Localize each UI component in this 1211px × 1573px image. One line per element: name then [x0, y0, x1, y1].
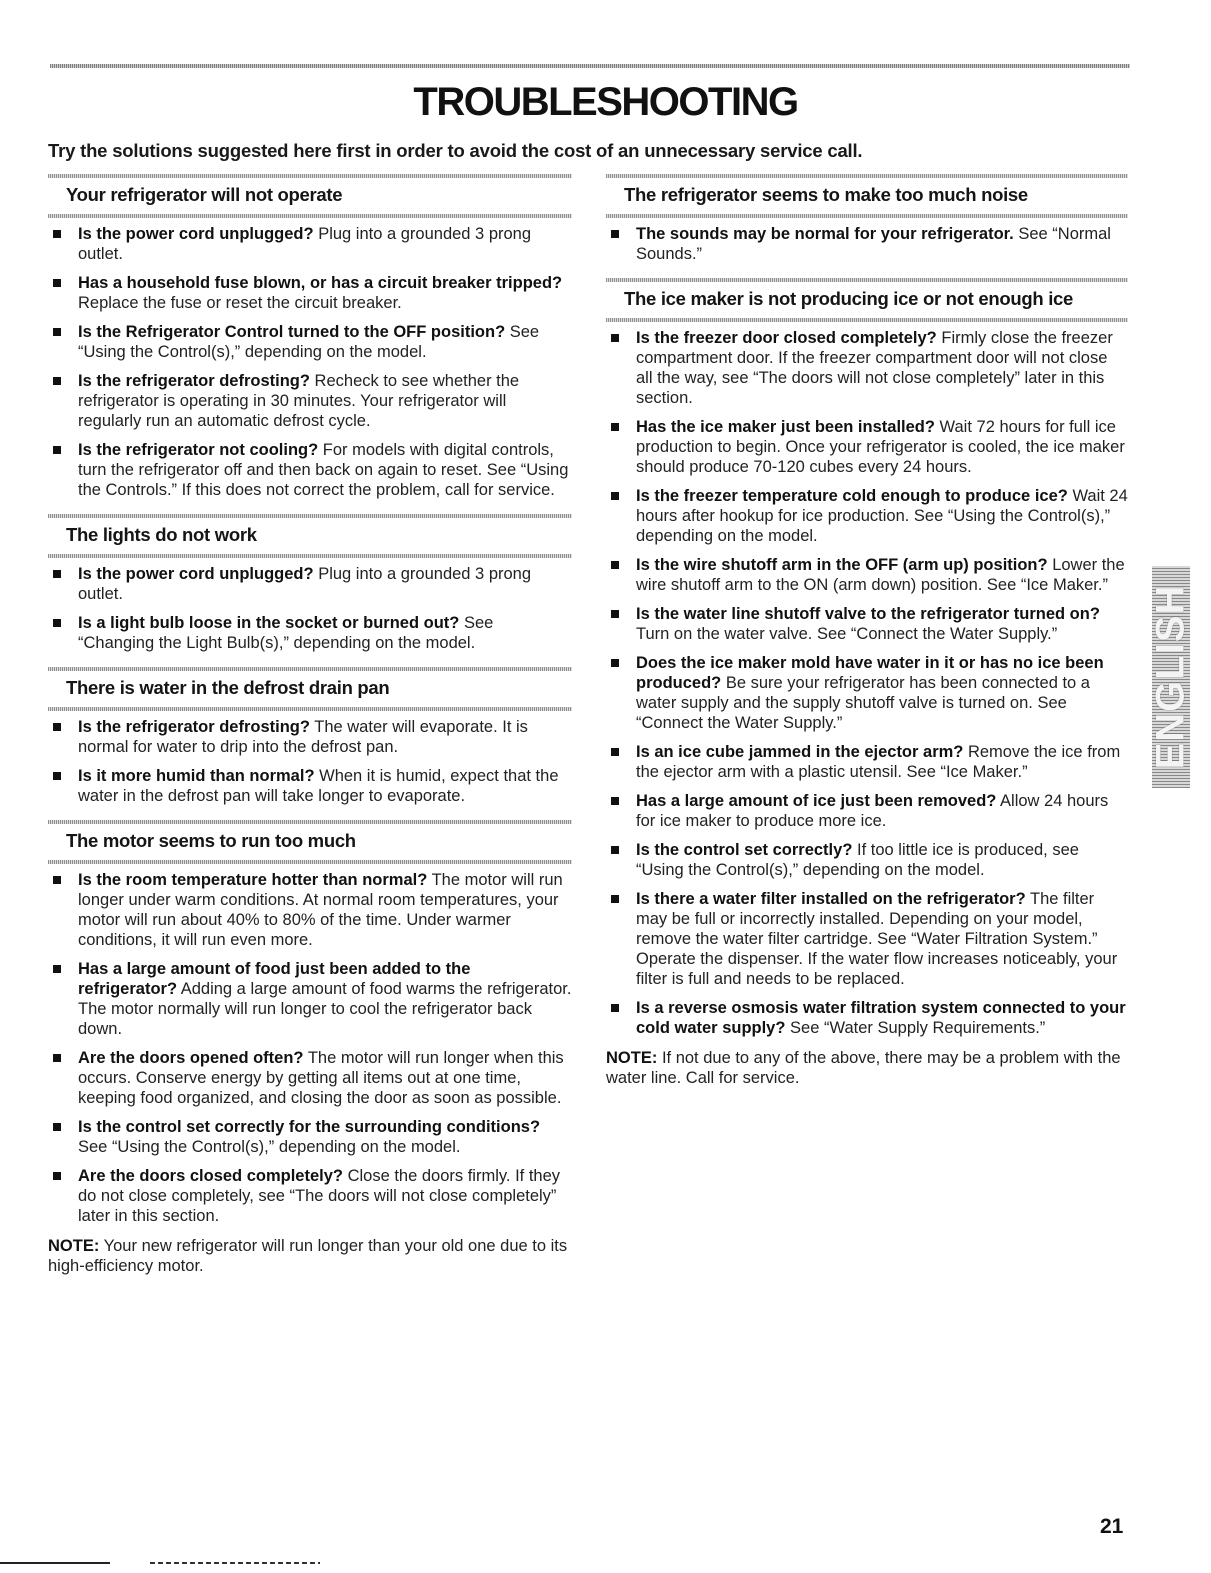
- section-header: [48, 510, 572, 564]
- section-rule-top: [606, 278, 1128, 282]
- question-text: Does the ice maker mold have water in it or has no ice been produced?: [636, 654, 1104, 692]
- section-heading: The lights do not work: [66, 524, 257, 545]
- question-text: Is a reverse osmosis water filtration system connected to your cold water supply?: [636, 999, 1126, 1037]
- square-bullet-icon: [611, 797, 619, 805]
- question-item: [606, 889, 1128, 989]
- question-item: [606, 604, 1128, 644]
- section-header: [606, 170, 1128, 224]
- question-text: Is an ice cube jammed in the ejector arm?: [636, 743, 964, 761]
- answer-text: Firmly close the freezer compartment door. If the freezer compartment door will not close all the way, see “The doors will not close completely” later in this section.: [636, 329, 1113, 407]
- answer-text: Lower the wire shutoff arm to the ON (arm down) position. See “Ice Maker.”: [636, 556, 1125, 594]
- answer-text: See “Changing the Light Bulb(s),” depending on the model.: [78, 614, 494, 652]
- question-text: Are the doors closed completely?: [78, 1167, 343, 1185]
- question-text: Is it more humid than normal?: [78, 767, 315, 785]
- question-item: [606, 417, 1128, 477]
- question-item: [48, 613, 572, 653]
- note-text: Your new refrigerator will run longer than your old one due to its high-efficiency motor.: [48, 1237, 568, 1275]
- question-item: [48, 273, 572, 313]
- question-list: [48, 224, 572, 500]
- note-text: If not due to any of the above, there may be a problem with the water line. Call for service.: [606, 1049, 1121, 1087]
- question-text: Has the ice maker just been installed?: [636, 418, 935, 436]
- question-text: Are the doors opened often?: [78, 1049, 304, 1067]
- question-text: Has a large amount of food just been added to the refrigerator?: [78, 960, 471, 998]
- square-bullet-icon: [53, 279, 61, 287]
- language-side-tab: [1148, 566, 1193, 788]
- square-bullet-icon: [611, 492, 619, 500]
- question-item: [48, 1048, 572, 1108]
- section-rule-top: [606, 174, 1128, 178]
- question-text: Has a household fuse blown, or has a circuit breaker tripped?: [78, 274, 563, 292]
- answer-text: Plug into a grounded 3 prong outlet.: [78, 225, 532, 263]
- square-bullet-icon: [53, 1172, 61, 1180]
- square-bullet-icon: [53, 570, 61, 578]
- square-bullet-icon: [53, 230, 61, 238]
- square-bullet-icon: [611, 1004, 619, 1012]
- question-item: [606, 998, 1128, 1038]
- right-column: [606, 170, 1128, 1088]
- square-bullet-icon: [611, 230, 619, 238]
- question-list: [48, 717, 572, 806]
- answer-text: See “Using the Control(s),” depending on the model.: [78, 1138, 461, 1156]
- section-heading: Your refrigerator will not operate: [66, 184, 343, 205]
- question-item: [48, 717, 572, 757]
- section-rule-top: [48, 820, 572, 824]
- note-label: NOTE:: [48, 1237, 100, 1255]
- square-bullet-icon: [53, 723, 61, 731]
- section-heading: The motor seems to run too much: [66, 830, 356, 851]
- question-text: Is the freezer door closed completely?: [636, 329, 937, 347]
- answer-text: The water will evaporate. It is normal for water to drip into the defrost pan.: [78, 718, 528, 756]
- square-bullet-icon: [611, 334, 619, 342]
- question-item: [48, 870, 572, 950]
- answer-text: If too little ice is produced, see “Using the Control(s),” depending on the model.: [636, 841, 1079, 879]
- square-bullet-icon: [53, 446, 61, 454]
- question-item: [606, 742, 1128, 782]
- answer-text: For models with digital controls, turn the refrigerator off and then back on again to reset. See “Using the Controls.” If this does not correct the problem, call for service.: [78, 441, 569, 499]
- question-item: [606, 224, 1128, 264]
- question-text: Is the wire shutoff arm in the OFF (arm up) position?: [636, 556, 1048, 574]
- question-item: [48, 959, 572, 1039]
- section-header: [48, 816, 572, 870]
- question-item: [48, 1166, 572, 1226]
- troubleshooting-section: [606, 274, 1128, 1038]
- question-item: [48, 564, 572, 604]
- answer-text: The motor will run longer when this occurs. Conserve energy by getting all items out at one time, keeping food organized, and closing the door as soon as possible.: [78, 1049, 564, 1107]
- section-rule-top: [48, 667, 572, 671]
- question-list: [606, 328, 1128, 1038]
- troubleshooting-section: [48, 816, 572, 1226]
- answer-text: Turn on the water valve. See “Connect the Water Supply.”: [636, 625, 1058, 643]
- answer-text: Wait 24 hours after hookup for ice production. See “Using the Control(s),” depending on the model.: [636, 487, 1128, 545]
- intro-text: Try the solutions suggested here first in order to avoid the cost of an unnecessary service call.: [48, 140, 863, 161]
- question-text: Has a large amount of ice just been removed?: [636, 792, 997, 810]
- question-text: Is the water line shutoff valve to the refrigerator turned on?: [636, 605, 1100, 623]
- section-rule-bottom: [48, 860, 572, 864]
- question-text: Is there a water filter installed on the refrigerator?: [636, 890, 1026, 908]
- question-item: [606, 486, 1128, 546]
- square-bullet-icon: [53, 619, 61, 627]
- section-heading: The refrigerator seems to make too much noise: [624, 184, 1028, 205]
- square-bullet-icon: [611, 561, 619, 569]
- question-text: Is the freezer temperature cold enough to produce ice?: [636, 487, 1068, 505]
- question-item: [606, 840, 1128, 880]
- note-paragraph: [606, 1048, 1128, 1088]
- answer-text: See “Using the Control(s),” depending on the model.: [78, 323, 540, 361]
- question-list: [606, 224, 1128, 264]
- answer-text: See “Normal Sounds.”: [636, 225, 1111, 263]
- question-text: Is the refrigerator not cooling?: [78, 441, 319, 459]
- troubleshooting-section: [48, 170, 572, 500]
- question-text: Is the power cord unplugged?: [78, 565, 314, 583]
- section-rule-bottom: [606, 214, 1128, 218]
- question-item: [48, 766, 572, 806]
- side-tab-label: ENGLISH: [1148, 584, 1193, 770]
- section-rule-bottom: [48, 707, 572, 711]
- section-heading: The ice maker is not producing ice or not enough ice: [624, 288, 1074, 309]
- answer-text: Be sure your refrigerator has been connected to a water supply and the supply shutoff valve is turned on. See “Connect the Water Supply.”: [636, 674, 1090, 732]
- left-column: [48, 170, 572, 1276]
- question-text: Is the Refrigerator Control turned to the OFF position?: [78, 323, 506, 341]
- section-rule-bottom: [48, 214, 572, 218]
- question-item: [606, 555, 1128, 595]
- answer-text: Remove the ice from the ejector arm with a plastic utensil. See “Ice Maker.”: [636, 743, 1121, 781]
- question-item: [606, 791, 1128, 831]
- square-bullet-icon: [611, 846, 619, 854]
- square-bullet-icon: [611, 423, 619, 431]
- section-rule-top: [48, 174, 572, 178]
- troubleshooting-section: [48, 510, 572, 653]
- question-text: Is the power cord unplugged?: [78, 225, 314, 243]
- square-bullet-icon: [611, 659, 619, 667]
- note-label: NOTE:: [606, 1049, 658, 1067]
- square-bullet-icon: [53, 377, 61, 385]
- answer-text: Close the doors firmly. If they do not close completely, see “The doors will not close completely” later in this section.: [78, 1167, 561, 1225]
- answer-text: The motor will run longer under warm conditions. At normal room temperatures, your motor will run about 40% to 80% of the time. Under warmer conditions, it will run even more.: [78, 871, 563, 949]
- bottom-rule: [0, 1562, 110, 1564]
- question-item: [48, 440, 572, 500]
- question-text: Is the refrigerator defrosting?: [78, 372, 310, 390]
- section-header: [48, 170, 572, 224]
- answer-text: Adding a large amount of food warms the refrigerator. The motor normally will run longer to cool the refrigerator back down.: [78, 980, 572, 1038]
- note-paragraph: [48, 1236, 572, 1276]
- answer-text: Wait 72 hours for full ice production to begin. Once your refrigerator is cooled, the ice maker should produce 70-120 cubes every 24 hours.: [636, 418, 1125, 476]
- section-rule-bottom: [48, 554, 572, 558]
- page-number: 21: [1100, 1515, 1124, 1538]
- question-item: [48, 371, 572, 431]
- answer-text: Plug into a grounded 3 prong outlet.: [78, 565, 532, 603]
- question-text: Is the room temperature hotter than normal?: [78, 871, 428, 889]
- square-bullet-icon: [53, 965, 61, 973]
- section-header: [606, 274, 1128, 328]
- question-list: [48, 564, 572, 653]
- section-heading: There is water in the defrost drain pan: [66, 677, 390, 698]
- question-item: [606, 328, 1128, 408]
- square-bullet-icon: [53, 328, 61, 336]
- question-text: Is the control set correctly?: [636, 841, 853, 859]
- square-bullet-icon: [53, 772, 61, 780]
- section-header: [48, 663, 572, 717]
- square-bullet-icon: [611, 895, 619, 903]
- answer-text: The filter may be full or incorrectly installed. Depending on your model, remove the water filter cartridge. See “Water Filtration System.” Operate the dispenser. If the water flow increases noticeably, your filter is full and needs to be replaced.: [636, 890, 1118, 988]
- square-bullet-icon: [611, 748, 619, 756]
- question-text: The sounds may be normal for your refrigerator.: [636, 225, 1014, 243]
- answer-text: See “Water Supply Requirements.”: [790, 1019, 1046, 1037]
- square-bullet-icon: [53, 1054, 61, 1062]
- troubleshooting-section: [606, 170, 1128, 264]
- question-item: [606, 653, 1128, 733]
- section-rule-top: [48, 514, 572, 518]
- question-text: Is a light bulb loose in the socket or burned out?: [78, 614, 460, 632]
- question-list: [48, 870, 572, 1226]
- question-item: [48, 224, 572, 264]
- square-bullet-icon: [53, 876, 61, 884]
- page-title: TROUBLESHOOTING: [413, 80, 798, 124]
- question-item: [48, 1117, 572, 1157]
- question-text: Is the control set correctly for the surrounding conditions?: [78, 1118, 541, 1136]
- top-rule: [50, 64, 1130, 68]
- square-bullet-icon: [53, 1123, 61, 1131]
- answer-text: Allow 24 hours for ice maker to produce more ice.: [636, 792, 1109, 830]
- answer-text: Replace the fuse or reset the circuit breaker.: [78, 294, 402, 312]
- question-text: Is the refrigerator defrosting?: [78, 718, 310, 736]
- section-rule-bottom: [606, 318, 1128, 322]
- question-item: [48, 322, 572, 362]
- answer-text: Recheck to see whether the refrigerator is operating in 30 minutes. Your refrigerator will regularly run an automatic defrost cycle.: [78, 372, 520, 430]
- square-bullet-icon: [611, 610, 619, 618]
- bottom-rule-dashed: [150, 1562, 320, 1564]
- troubleshooting-section: [48, 663, 572, 806]
- answer-text: When it is humid, expect that the water in the defrost pan will take longer to evaporate.: [78, 767, 559, 805]
